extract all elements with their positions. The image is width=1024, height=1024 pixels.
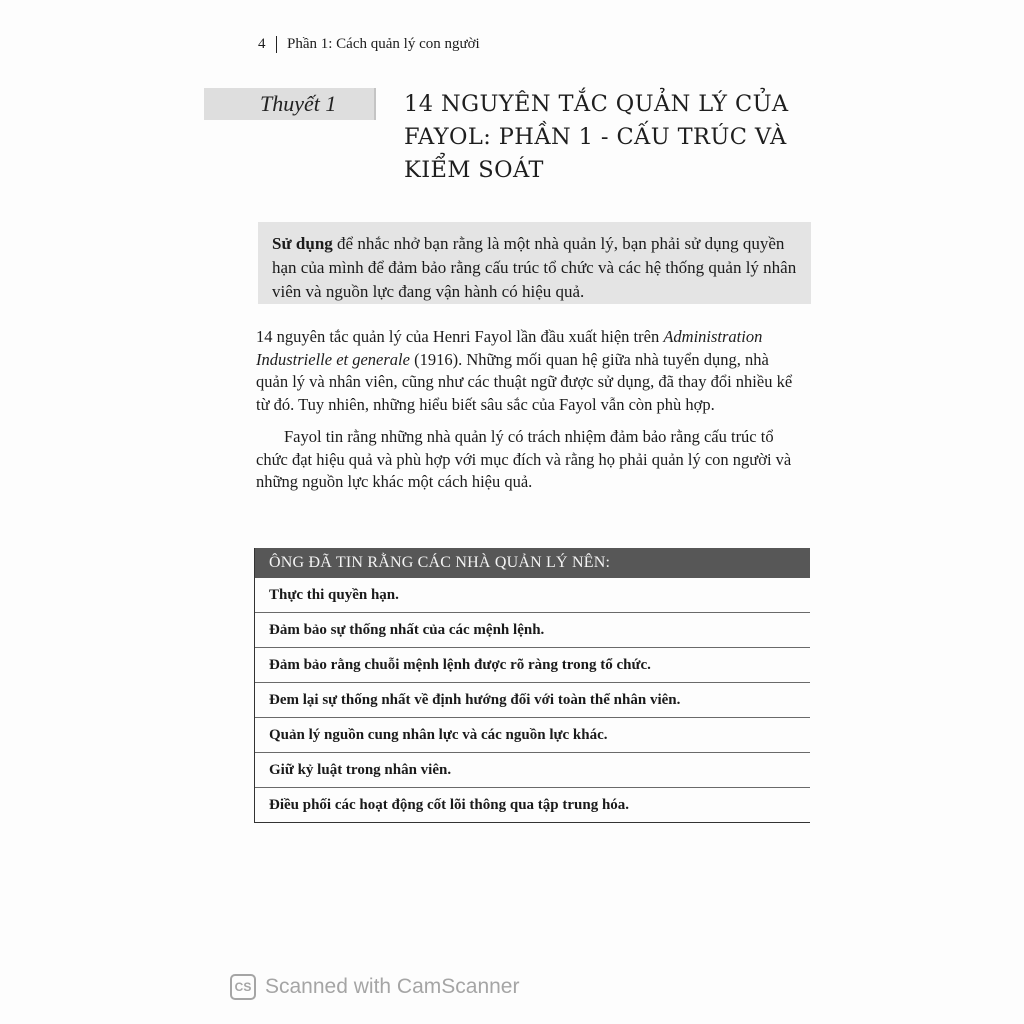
belief-table-body — [255, 578, 810, 822]
body-text — [256, 326, 802, 504]
section-title: Phần 1: Cách quản lý con người — [287, 36, 480, 52]
watermark-text: Scanned with CamScanner — [265, 975, 520, 998]
table-row: Đảm bảo sự thống nhất của các mệnh lệnh. — [255, 613, 810, 648]
usage-callout — [258, 222, 811, 304]
running-head — [258, 36, 480, 53]
table-row: Điều phối các hoạt động cốt lõi thông qua tập trung hóa. — [269, 797, 630, 813]
book-title: Administration Industrielle et generale — [256, 327, 763, 369]
belief-table — [254, 548, 810, 823]
paragraph-1-end: (1916). Những mối quan hệ giữa nhà tuyển dụng, nhà quản lý và nhân viên, cũng như các thuật ngữ được sử dụng, đã thay đổi nhiều kể từ đó. Tuy nhiên, những hiểu biết sâu sắc của Fayol vẫn còn phù hợp. — [256, 349, 793, 414]
usage-lead: Sử dụng — [272, 234, 333, 253]
camscanner-logo-icon: CS — [230, 974, 256, 1000]
table-row: Đảm bảo rằng chuỗi mệnh lệnh được rõ ràng trong tổ chức. — [255, 648, 810, 683]
page-number: 4 — [258, 36, 266, 52]
theory-label: Thuyết 1 — [204, 88, 376, 120]
belief-table-header: ÔNG ĐÃ TIN RẰNG CÁC NHÀ QUẢN LÝ NÊN: — [255, 548, 810, 578]
paragraph-1 — [256, 326, 802, 416]
chapter-title: 14 NGUYÊN TẮC QUẢN LÝ CỦA FAYOL: PHẦN 1 - CẤU TRÚC VÀ KIỂM SOÁT — [404, 91, 789, 183]
table-row: Quản lý nguồn cung nhân lực và các nguồn lực khác. — [255, 718, 810, 753]
table-row: Giữ kỷ luật trong nhân viên. — [255, 753, 810, 788]
camscanner-watermark — [230, 974, 519, 1000]
paragraph-1-start: 14 nguyên tắc quản lý của Henri Fayol lần đầu xuất hiện trên — [256, 327, 664, 346]
table-row: Thực thi quyền hạn. — [255, 578, 810, 613]
divider — [276, 36, 278, 53]
table-row: Đem lại sự thống nhất về định hướng đối với toàn thể nhân viên. — [255, 683, 810, 718]
paragraph-2: Fayol tin rằng những nhà quản lý có trách nhiệm đảm bảo rằng cấu trúc tổ chức đạt hiệu quả và phù hợp với mục đích và rằng họ phải quản lý con người và những nguồn lực khác một cách hiệu quả. — [256, 427, 792, 491]
usage-text: để nhắc nhở bạn rằng là một nhà quản lý, bạn phải sử dụng quyền hạn của mình để đảm bảo rằng cấu trúc tổ chức và các hệ thống quản lý nhân viên và nguồn lực đang vận hành có hiệu quả. — [272, 234, 797, 301]
